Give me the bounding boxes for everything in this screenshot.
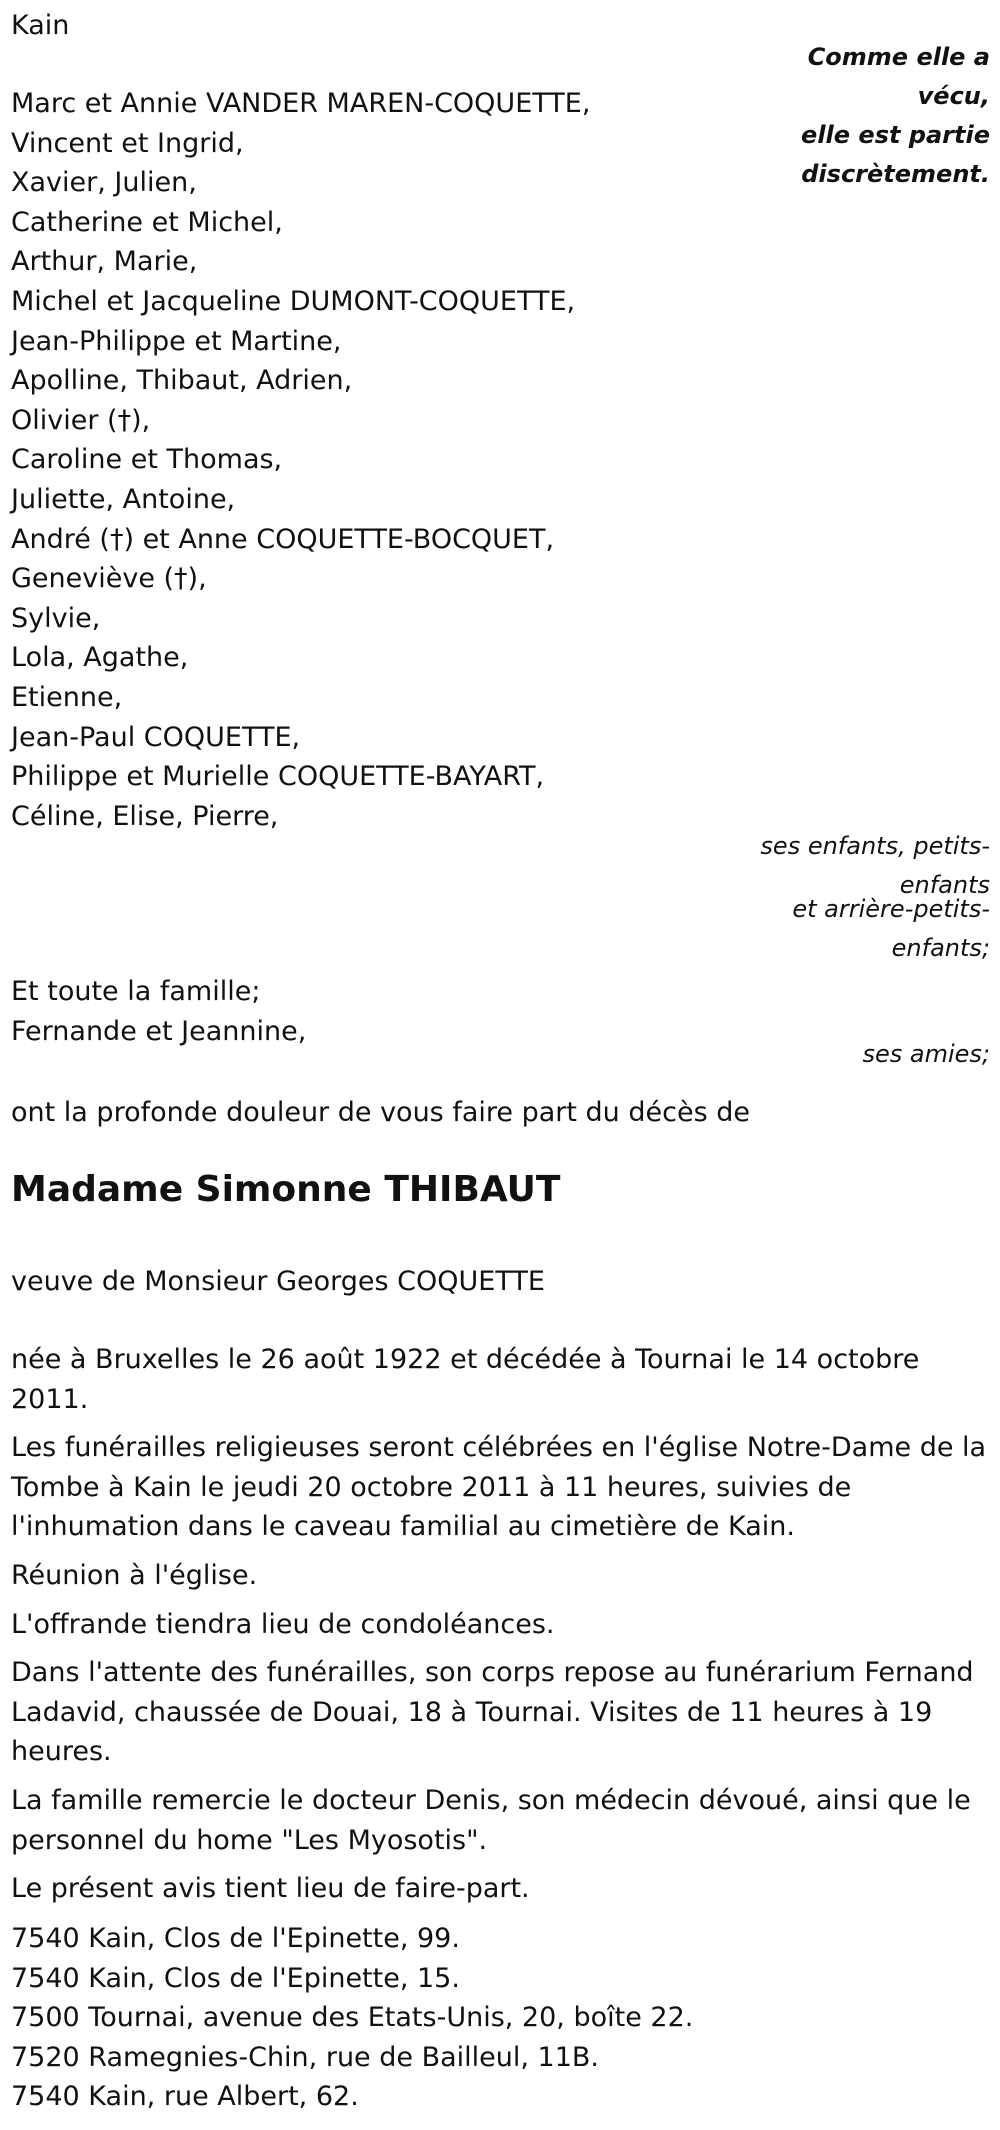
- family-member-line: Etienne,: [11, 681, 123, 713]
- notice-paragraph: Réunion à l'église.: [11, 1559, 258, 1591]
- family-member-line: Marc et Annie VANDER MAREN-COQUETTE,: [11, 88, 591, 119]
- family-member-line: Olivier (†),: [11, 404, 151, 436]
- role-line: enfants;: [891, 934, 990, 962]
- role-friends-label: ses amies;: [862, 1040, 990, 1068]
- deceased-name: Madame Simonne THIBAUT: [11, 1169, 561, 1210]
- widow-of-text: veuve de Monsieur Georges COQUETTE: [11, 1266, 545, 1297]
- family-member-line: Et toute la famille;: [11, 976, 261, 1007]
- family-member-line: Jean-Paul COQUETTE,: [11, 721, 301, 753]
- family-member-line: Catherine et Michel,: [11, 206, 283, 238]
- family-member-line: Apolline, Thibaut, Adrien,: [11, 365, 353, 397]
- family-member-line: Philippe et Murielle COQUETTE-BAYART,: [11, 761, 545, 793]
- notice-paragraph: Le présent avis tient lieu de faire-part.: [11, 1873, 530, 1905]
- family-member-line: Fernande et Jeannine,: [11, 1015, 307, 1047]
- quote-line: elle est partie: [801, 121, 990, 149]
- family-member-line: Geneviève (†),: [11, 563, 207, 595]
- quote-line: discrètement.: [801, 160, 990, 188]
- other-relatives: [11, 972, 306, 1051]
- family-members-list: [11, 84, 590, 836]
- address-line: 7520 Ramegnies-Chin, rue de Bailleul, 11B.: [11, 2041, 600, 2073]
- family-member-line: Céline, Elise, Pierre,: [11, 800, 279, 832]
- family-member-line: Xavier, Julien,: [11, 167, 197, 199]
- family-member-line: Arthur, Marie,: [11, 246, 198, 278]
- notice-paragraph: Dans l'attente des funérailles, son corps repose au funérarium Fernand Ladavid, chaussée de Douai, 18 à Tournai. Visites de 11 heures à 19 heures.: [11, 1657, 974, 1768]
- address-line: 7540 Kain, Clos de l'Epinette, 15.: [11, 1962, 460, 1994]
- family-member-line: Juliette, Antoine,: [11, 483, 236, 515]
- family-member-line: André (†) et Anne COQUETTE-BOCQUET,: [11, 523, 555, 555]
- family-member-line: Vincent et Ingrid,: [11, 127, 244, 159]
- address-line: 7540 Kain, rue Albert, 62.: [11, 2081, 359, 2113]
- role-line: enfants: [899, 871, 990, 899]
- quote-line: vécu,: [917, 82, 990, 110]
- addresses-list: [11, 1919, 693, 2117]
- address-line: 7500 Tournai, avenue des Etats-Unis, 20, boîte 22.: [11, 2002, 694, 2034]
- notice-paragraph: née à Bruxelles le 26 août 1922 et décédée à Tournai le 14 octobre 2011.: [11, 1344, 920, 1415]
- notice-paragraph: L'offrande tiendra lieu de condoléances.: [11, 1608, 555, 1640]
- announcement-text: ont la profonde douleur de vous faire part du décès de: [11, 1097, 750, 1128]
- notice-paragraphs: [11, 1340, 996, 1918]
- city-heading: Kain: [11, 10, 70, 41]
- quote-line: Comme elle a: [807, 43, 990, 71]
- family-member-line: Sylvie,: [11, 602, 101, 634]
- role-line: et arrière-petits-: [792, 895, 990, 923]
- notice-paragraph: La famille remercie le docteur Denis, son médecin dévoué, ainsi que le personnel du home "Les Myosotis".: [11, 1784, 971, 1856]
- family-member-line: Jean-Philippe et Martine,: [11, 325, 342, 357]
- family-member-line: Lola, Agathe,: [11, 642, 189, 674]
- notice-paragraph: Les funérailles religieuses seront célébrées en l'église Notre-Dame de la Tombe à Kain le jeudi 20 octobre 2011 à 11 heures, suivies de l'inhumation dans le caveau familial au cimetière de Kain.: [11, 1432, 987, 1543]
- role-line: ses enfants, petits-: [760, 832, 990, 860]
- epitaph-quote: [730, 38, 990, 194]
- address-line: 7540 Kain, Clos de l'Epinette, 99.: [11, 1923, 460, 1954]
- family-member-line: Caroline et Thomas,: [11, 444, 283, 476]
- family-member-line: Michel et Jacqueline DUMONT-COQUETTE,: [11, 285, 576, 317]
- role-grandchildren-label: [710, 890, 990, 968]
